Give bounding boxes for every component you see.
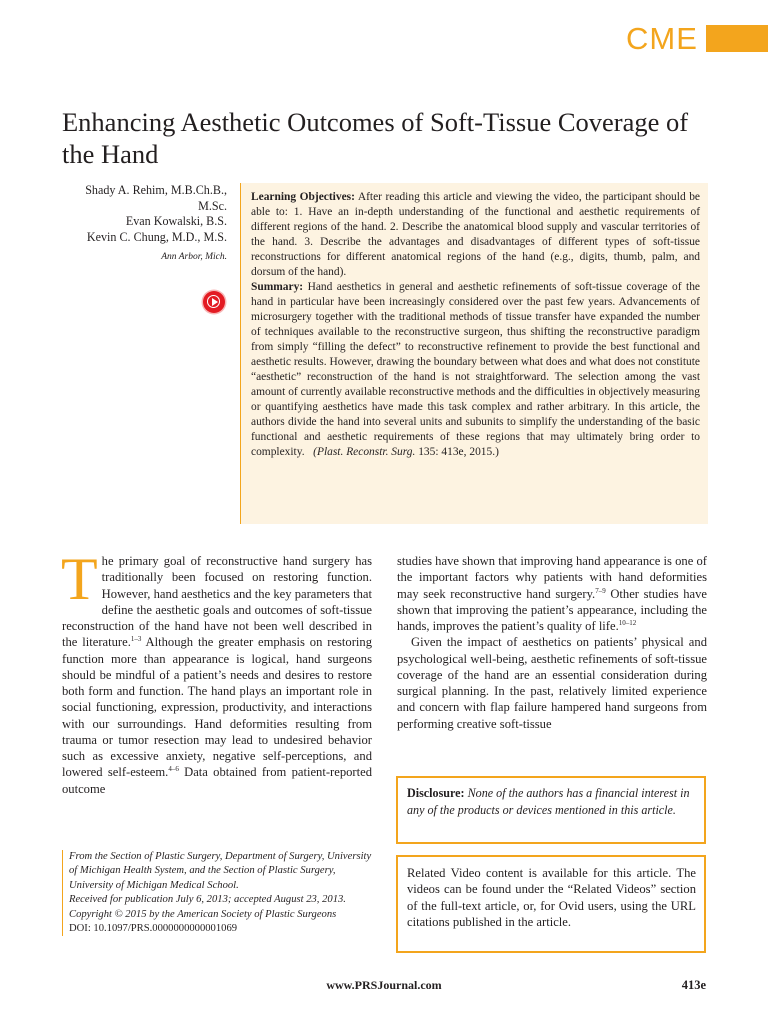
disclosure-label: Disclosure: bbox=[407, 786, 465, 800]
related-video-text: Related Video content is available for this article. The videos can be found under the “Related Videos” section of the full-text article, or, for Ovid users, using the URL citations published in the article. bbox=[407, 866, 696, 929]
body-paragraph: Given the impact of aesthetics on patients’ physical and psychological well-being, aesthetic refinements of soft-tissue coverage of the hand are an essential consideration during surgical planning. In the past, relatively limited experience and concern with flap failure hampered hand surgeons from performing creative soft-tissue bbox=[397, 635, 707, 731]
learning-objectives bbox=[251, 190, 700, 280]
citation-journal: (Plast. Reconstr. Surg. bbox=[313, 446, 416, 459]
summary-label: Summary: bbox=[251, 281, 304, 294]
cme-accent-bar bbox=[706, 25, 768, 52]
author-location: Ann Arbor, Mich. bbox=[161, 252, 227, 262]
author-list bbox=[47, 183, 227, 266]
author-line: M.Sc. bbox=[198, 198, 227, 213]
disclosure-box bbox=[396, 776, 706, 844]
video-play-icon[interactable] bbox=[203, 291, 225, 313]
related-video-box bbox=[396, 855, 706, 953]
citation-volume: 135: 413e, 2015.) bbox=[418, 446, 499, 459]
body-column-right bbox=[397, 553, 707, 732]
reference: 10–12 bbox=[618, 618, 637, 627]
reference: 1–3 bbox=[130, 635, 142, 644]
page-number: 413e bbox=[681, 978, 706, 992]
author-line: Shady A. Rehim, M.B.Ch.B., bbox=[85, 183, 227, 197]
body-paragraph: studies have shown that improving hand appearance is one of the important factors why patients with hand deformities may seek reconstructive hand surgery.$^{7-9}$ Other studies have shown that improving the patient’s appearance, including the hands, improves the patient’s quality of life.$^{10-12}$ bbox=[397, 554, 707, 633]
intro-paragraph: The primary goal of reconstructive hand surgery has traditionally been focused on restoring function. However, hand aesthetics and the key parameters that define the aesthetic goals and outcomes of soft-tissue reconstruction of the hand have not been well described in the literature.$^{1-3}$ Although the greater emphasis on restoring function more than appearance is logical, hand surgeons should be mindful of a patient’s needs and desires to restore both form and function. The hand plays an important role in social functioning, expression, productivity, and interactions with our surroundings. Hand deformities resulting from trauma or tumor resection may lead to undesired behavior such as excessive anxiety, negative self-perceptions, and lowered self-esteem.$^{4-6}$ Data obtained from patient-reported outcome bbox=[61, 546, 373, 796]
reference: 4–6 bbox=[168, 765, 179, 774]
cme-label: CME bbox=[626, 21, 698, 56]
affiliation-box bbox=[62, 850, 374, 936]
drop-cap: T bbox=[61, 546, 98, 612]
body-column-left bbox=[61, 546, 373, 797]
received-dates: Received for publication July 6, 2013; accepted August 23, 2013. bbox=[69, 894, 346, 906]
disclosure-text: None of the authors has a financial interest in any of the products or devices mentioned in this article. bbox=[407, 786, 690, 817]
article-title: Enhancing Aesthetic Outcomes of Soft-Tissue Coverage of the Hand bbox=[62, 107, 689, 169]
objectives-label: Learning Objectives: bbox=[251, 191, 355, 203]
author-line: Evan Kowalski, B.S. bbox=[125, 214, 227, 228]
summary bbox=[251, 280, 700, 460]
copyright: Copyright © 2015 by the American Society of Plastic Surgeons bbox=[69, 908, 337, 920]
author-line: Kevin C. Chung, M.D., M.S. bbox=[86, 229, 227, 244]
journal-url[interactable]: www.PRSJournal.com bbox=[326, 978, 442, 992]
affiliation-text: From the Section of Plastic Surgery, Department of Surgery, University of Michigan Health System, and the Section of Plastic Surgery, University of Michigan Medical School. bbox=[69, 851, 372, 891]
summary-text: Hand aesthetics in general and aesthetic refinements of soft-tissue coverage of the hand in particular have been increasingly considered over the past few years. Advancements of microsurgery together with the traditional methods of tissue transfer have expanded the number of techniques available to the reconstructive surgeon, thus shifting the reconstructive paradigm from simply “filling the defect” to reconstructive refinement to provide the best functional and aesthetic results. However, drawing the boundary between what does and what does not constitute “aesthetic” reconstruction of the hand is not straightforward. The selection among the vast amount of currently available reconstructive methods and the difficulties in objectively measuring or quantifying aesthetics have made this task complex and rather arbitrary. In this article, the authors divide the hand into several units and subunits to simplify the understanding of the basic functional and aesthetic requirements of these regions that may ultimately bring order to complexity. bbox=[251, 281, 701, 459]
abstract-box bbox=[240, 183, 708, 524]
objectives-text: After reading this article and viewing the video, the participant should be able to: 1. Have an in-depth understanding of the functional and aesthetic requirements of different regions of the hand. 2. Describe the anatomical blood supply and vascular territories of the hand. 3. Describe the advantages and disadvantages of different types of soft-tissue reconstructions for different anatomical regions of the hand (e.g., digits, thumb, palm, and dorsum of the hand). bbox=[251, 191, 700, 279]
doi: DOI: 10.1097/PRS.0000000000001069 bbox=[69, 923, 238, 935]
reference: 7–9 bbox=[595, 586, 606, 595]
